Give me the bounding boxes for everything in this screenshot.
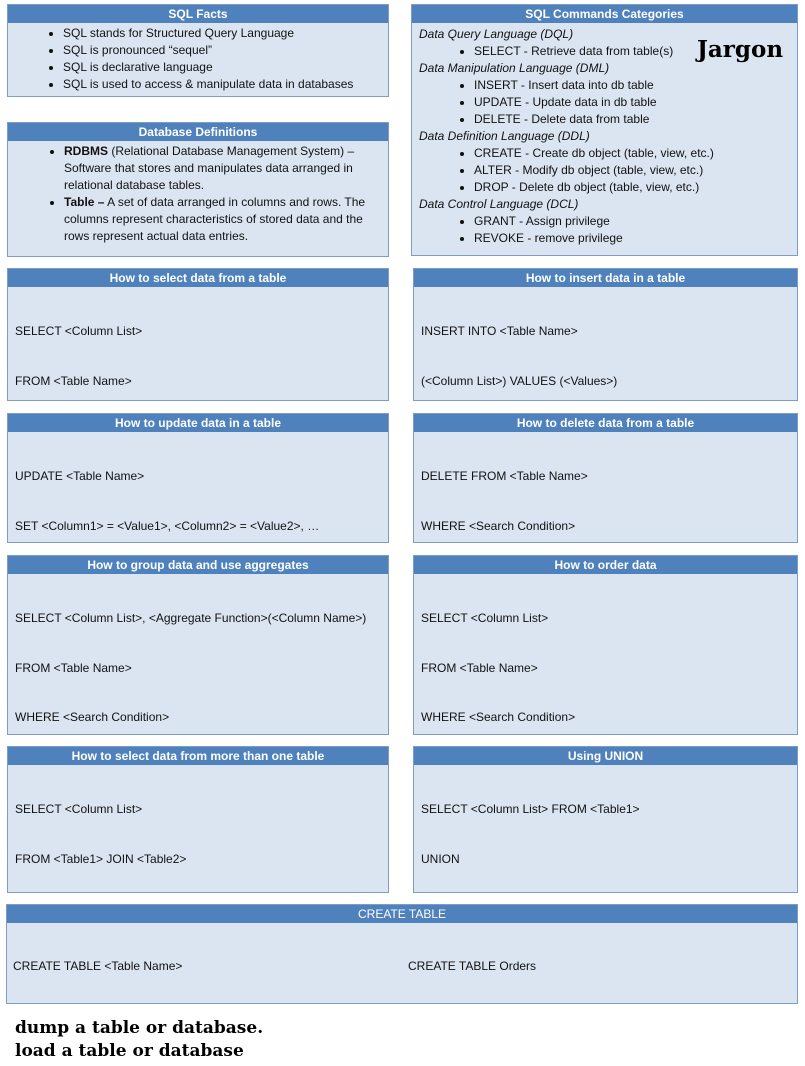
syntax-line: SELECT <Column List>, <Aggregate Function>(<Column Name>) [15, 611, 367, 625]
category-title: Data Definition Language (DDL) [419, 129, 590, 143]
database-definitions-header: Database Definitions [8, 123, 388, 141]
category-title: Data Query Language (DQL) [419, 27, 574, 41]
delete-body [414, 432, 797, 543]
join-header: How to select data from more than one table [8, 747, 388, 765]
syntax-line: FROM <Table Name> [15, 373, 132, 388]
definition-rdbms [64, 143, 380, 194]
list-item: • REVOKE - remove privilege [474, 230, 790, 247]
syntax-line: WHERE <Search Condition> [421, 518, 576, 533]
list-item: • GRANT - Assign privilege [474, 213, 790, 230]
list-item: • SQL stands for Structured Query Language [63, 25, 388, 42]
syntax-line: FROM <Table1> JOIN <Table2> [15, 851, 187, 866]
list-item: • ALTER - Modify db object (table, view, etc.) [474, 162, 790, 179]
syntax-line: (<Column List>) VALUES (<Values>) [421, 373, 618, 388]
definition-text: (Relational Database Management System) – Software that stores and manipulates data arranged in relational database tables. [64, 144, 355, 192]
list-item: • DELETE - Delete data from table [474, 111, 790, 128]
list-item: • INSERT - Insert data into db table [474, 77, 790, 94]
list-item: • UPDATE - Update data in db table [474, 94, 790, 111]
example-line: CREATE TABLE Orders [408, 959, 537, 973]
syntax-line: UPDATE <Table Name> [15, 469, 145, 483]
sql-facts-list [8, 25, 388, 93]
sql-facts-header: SQL Facts [8, 5, 388, 23]
insert-header: How to insert data in a table [414, 269, 797, 287]
create-table-header: CREATE TABLE [7, 905, 797, 923]
order-panel [413, 555, 798, 735]
list-item: • SQL is pronounced “sequel” [63, 42, 388, 59]
syntax-line: FROM <Table Name> [15, 660, 132, 675]
order-header: How to order data [414, 556, 797, 574]
syntax-line: FROM <Table Name> [421, 660, 538, 675]
group-body [8, 574, 388, 735]
select-body [8, 287, 388, 401]
definition-term: Table – [64, 195, 105, 209]
category-title: Data Manipulation Language (DML) [419, 61, 610, 75]
list-item: • CREATE - Create db object (table, view, etc.) [474, 145, 790, 162]
insert-body [414, 287, 797, 401]
list-item: • DROP - Delete db object (table, view, etc.) [474, 179, 790, 196]
union-body [414, 765, 797, 893]
sql-commands-categories-header: SQL Commands Categories [412, 5, 797, 23]
order-body [414, 574, 797, 735]
syntax-line: SET <Column1> = <Value1>, <Column2> = <Value2>, … [15, 518, 320, 533]
jargon-label: Jargon [697, 36, 784, 63]
group-header: How to group data and use aggregates [8, 556, 388, 574]
category-list [419, 145, 790, 196]
sql-facts-panel [7, 4, 389, 97]
definitions-list [16, 143, 380, 245]
union-panel [413, 746, 798, 893]
syntax-line: SELECT <Column List> [421, 611, 549, 625]
syntax-line: WHERE <Search Condition> [421, 710, 576, 724]
create-example-column [402, 923, 797, 1004]
union-header: Using UNION [414, 747, 797, 765]
list-item: • SQL is declarative language [63, 59, 388, 76]
syntax-line: SELECT <Column List> [15, 802, 143, 816]
syntax-line: UNION [421, 851, 460, 866]
update-body [8, 432, 388, 543]
footer-note-load: load a table or database [15, 1041, 244, 1061]
select-panel [7, 268, 389, 401]
create-table-body [7, 923, 797, 1004]
delete-panel [413, 413, 798, 543]
syntax-line: SELECT <Column List> FROM <Table1> [421, 802, 640, 816]
select-header: How to select data from a table [8, 269, 388, 287]
insert-panel [413, 268, 798, 401]
list-item: • SQL is used to access & manipulate data in databases [63, 76, 388, 93]
join-panel [7, 746, 389, 893]
syntax-line: SELECT <Column List> [15, 324, 143, 338]
group-panel [7, 555, 389, 735]
category-list [419, 77, 790, 128]
update-panel [7, 413, 389, 543]
join-body [8, 765, 388, 893]
definition-table [64, 194, 380, 245]
category-title: Data Control Language (DCL) [419, 197, 579, 211]
create-syntax-column [7, 923, 402, 1004]
syntax-line: INSERT INTO <Table Name> [421, 324, 578, 338]
create-table-panel [6, 904, 798, 1004]
syntax-line: DELETE FROM <Table Name> [421, 469, 588, 483]
list-item: • SELECT - Retrieve data from table(s) [474, 43, 790, 60]
delete-header: How to delete data from a table [414, 414, 797, 432]
syntax-line: WHERE <Search Condition> [15, 710, 170, 724]
database-definitions-panel [7, 122, 389, 257]
update-header: How to update data in a table [8, 414, 388, 432]
category-list [419, 213, 790, 247]
definition-text: A set of data arranged in columns and rows. The columns represent characteristics of stored data and the rows represent actual data entries. [64, 195, 366, 243]
syntax-line: CREATE TABLE <Table Name> [13, 959, 183, 973]
definition-term: RDBMS [64, 144, 108, 158]
footer-note-dump: dump a table or database. [15, 1018, 264, 1038]
